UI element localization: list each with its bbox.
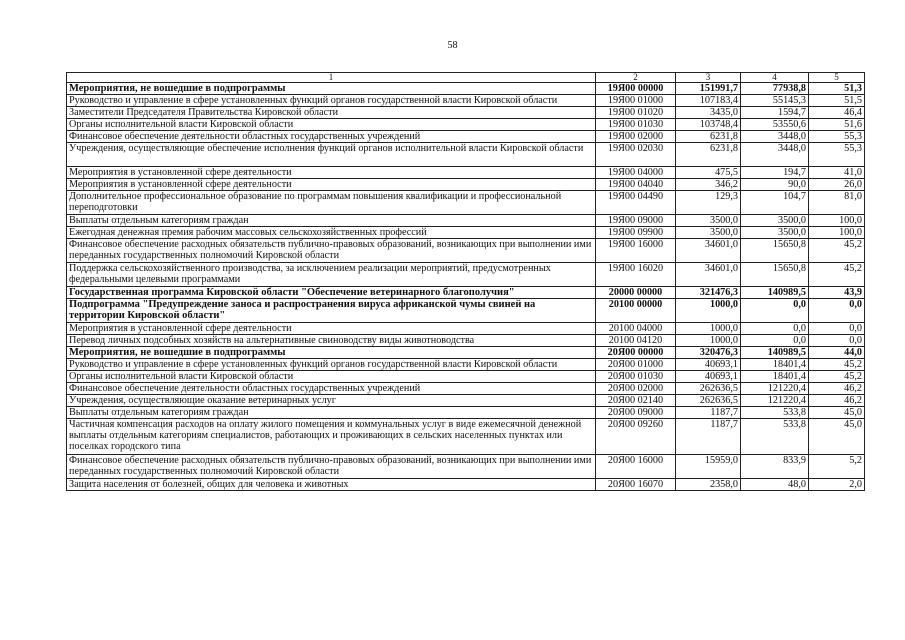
- header-cell-1: 1: [67, 73, 596, 83]
- row-plan: 15959,0: [676, 455, 741, 479]
- row-name: Поддержка сельскохозяйственного производства, за исключением реализации мероприятий, предусмотренных федеральными целевыми программами: [67, 263, 596, 287]
- row-fact: 0,0: [741, 323, 809, 335]
- table-row: [67, 143, 865, 167]
- row-name: Финансовое обеспечение расходных обязательств публично-правовых образований, возникающих при выполнении ими переданных государственных полномочий Кировской области: [67, 455, 596, 479]
- row-fact: 3500,0: [741, 215, 809, 227]
- row-name: Дополнительное профессиональное образование по программам повышения квалификации и профессиональной переподготовки: [67, 191, 596, 215]
- table-row: [67, 179, 865, 191]
- row-name: Органы исполнительной власти Кировской области: [67, 119, 596, 131]
- row-fact: 18401,4: [741, 371, 809, 383]
- row-fact: 0,0: [741, 299, 809, 323]
- row-code: 20100 04000: [596, 323, 676, 335]
- row-name: Руководство и управление в сфере установленных функций органов государственной власти Кировской области: [67, 359, 596, 371]
- table-row: [67, 287, 865, 299]
- row-fact: 833,9: [741, 455, 809, 479]
- row-name: Мероприятия в установленной сфере деятельности: [67, 167, 596, 179]
- row-fact: 140989,5: [741, 287, 809, 299]
- row-name: Финансовое обеспечение деятельности областных государственных учреждений: [67, 383, 596, 395]
- row-code: 20Я00 01000: [596, 359, 676, 371]
- row-code: 19Я00 00000: [596, 83, 676, 95]
- row-name: Учреждения, осуществляющие обеспечение исполнения функций органов исполнительной власти Кировской области: [67, 143, 596, 167]
- row-percent: 43,9: [809, 287, 865, 299]
- row-code: 20100 04120: [596, 335, 676, 347]
- row-percent: 45,2: [809, 371, 865, 383]
- table-row: [67, 83, 865, 95]
- row-percent: 100,0: [809, 227, 865, 239]
- table-row: [67, 299, 865, 323]
- row-plan: 321476,3: [676, 287, 741, 299]
- row-code: 20Я00 02140: [596, 395, 676, 407]
- row-percent: 45,2: [809, 359, 865, 371]
- row-name: Выплаты отдельным категориям граждан: [67, 215, 596, 227]
- row-plan: 1000,0: [676, 299, 741, 323]
- row-plan: 262636,5: [676, 395, 741, 407]
- row-name: Финансовое обеспечение деятельности областных государственных учреждений: [67, 131, 596, 143]
- row-name: Руководство и управление в сфере установленных функций органов государственной власти Кировской области: [67, 95, 596, 107]
- row-percent: 0,0: [809, 323, 865, 335]
- row-plan: 34601,0: [676, 239, 741, 263]
- row-plan: 346,2: [676, 179, 741, 191]
- row-fact: 121220,4: [741, 383, 809, 395]
- row-percent: 51,3: [809, 83, 865, 95]
- table-row: [67, 191, 865, 215]
- row-percent: 0,0: [809, 299, 865, 323]
- row-code: 19Я00 01000: [596, 95, 676, 107]
- table-row: [67, 227, 865, 239]
- row-fact: 18401,4: [741, 359, 809, 371]
- row-percent: 46,2: [809, 395, 865, 407]
- row-code: 19Я00 09900: [596, 227, 676, 239]
- header-cell-3: 3: [676, 73, 741, 83]
- row-name: Перевод личных подсобных хозяйств на альтернативные свиноводству виды животноводства: [67, 335, 596, 347]
- row-percent: 51,6: [809, 119, 865, 131]
- row-name: Органы исполнительной власти Кировской области: [67, 371, 596, 383]
- row-percent: 45,2: [809, 239, 865, 263]
- row-plan: 1000,0: [676, 335, 741, 347]
- row-code: 19Я00 04490: [596, 191, 676, 215]
- row-percent: 55,3: [809, 131, 865, 143]
- row-name: Мероприятия, не вошедшие в подпрограммы: [67, 83, 596, 95]
- row-plan: 3500,0: [676, 215, 741, 227]
- row-code: 19Я00 01030: [596, 119, 676, 131]
- row-code: 19Я00 02030: [596, 143, 676, 167]
- table-row: [67, 107, 865, 119]
- row-code: 19Я00 02000: [596, 131, 676, 143]
- table-row: [67, 455, 865, 479]
- row-plan: 1187,7: [676, 419, 741, 455]
- table-row: [67, 167, 865, 179]
- row-code: 19Я00 04040: [596, 179, 676, 191]
- row-percent: 55,3: [809, 143, 865, 167]
- row-plan: 475,5: [676, 167, 741, 179]
- row-plan: 34601,0: [676, 263, 741, 287]
- table-row: [67, 395, 865, 407]
- row-plan: 6231,8: [676, 131, 741, 143]
- row-plan: 262636,5: [676, 383, 741, 395]
- row-fact: 533,8: [741, 407, 809, 419]
- row-fact: 194,7: [741, 167, 809, 179]
- row-name: Подпрограмма "Предупреждение заноса и распространения вируса африканской чумы свиней на территории Кировской области": [67, 299, 596, 323]
- row-fact: 77938,8: [741, 83, 809, 95]
- table-row: [67, 215, 865, 227]
- row-name: Мероприятия в установленной сфере деятельности: [67, 323, 596, 335]
- row-fact: 90,0: [741, 179, 809, 191]
- row-plan: 40693,1: [676, 359, 741, 371]
- row-plan: 1187,7: [676, 407, 741, 419]
- row-plan: 3500,0: [676, 227, 741, 239]
- row-fact: 1594,7: [741, 107, 809, 119]
- row-percent: 81,0: [809, 191, 865, 215]
- row-fact: 533,8: [741, 419, 809, 455]
- row-fact: 15650,8: [741, 263, 809, 287]
- row-code: 20Я00 16070: [596, 479, 676, 491]
- row-fact: 121220,4: [741, 395, 809, 407]
- row-name: Заместители Председателя Правительства Кировской области: [67, 107, 596, 119]
- row-percent: 41,0: [809, 167, 865, 179]
- row-plan: 1000,0: [676, 323, 741, 335]
- row-code: 20Я00 16000: [596, 455, 676, 479]
- row-name: Государственная программа Кировской области "Обеспечение ветеринарного благополучия": [67, 287, 596, 299]
- table-row: [67, 263, 865, 287]
- row-fact: 0,0: [741, 335, 809, 347]
- row-fact: 3500,0: [741, 227, 809, 239]
- row-code: 20Я00 09000: [596, 407, 676, 419]
- row-percent: 46,4: [809, 107, 865, 119]
- row-percent: 45,2: [809, 263, 865, 287]
- row-percent: 45,0: [809, 407, 865, 419]
- row-plan: 40693,1: [676, 371, 741, 383]
- page-number: 58: [447, 40, 458, 51]
- row-fact: 53550,6: [741, 119, 809, 131]
- row-percent: 44,0: [809, 347, 865, 359]
- budget-table: [66, 72, 865, 491]
- row-fact: 3448,0: [741, 143, 809, 167]
- row-code: 20100 00000: [596, 299, 676, 323]
- row-fact: 55145,3: [741, 95, 809, 107]
- row-fact: 140989,5: [741, 347, 809, 359]
- table-row: [67, 323, 865, 335]
- row-fact: 104,7: [741, 191, 809, 215]
- row-percent: 2,0: [809, 479, 865, 491]
- table-row: [67, 371, 865, 383]
- table-row: [67, 383, 865, 395]
- row-plan: 107183,4: [676, 95, 741, 107]
- row-plan: 2358,0: [676, 479, 741, 491]
- table-header-row: [67, 73, 865, 83]
- row-code: 20Я00 01030: [596, 371, 676, 383]
- row-percent: 0,0: [809, 335, 865, 347]
- row-fact: 3448,0: [741, 131, 809, 143]
- row-fact: 15650,8: [741, 239, 809, 263]
- table-row: [67, 479, 865, 491]
- table-row: [67, 95, 865, 107]
- row-plan: 103748,4: [676, 119, 741, 131]
- row-percent: 100,0: [809, 215, 865, 227]
- row-name: Финансовое обеспечение расходных обязательств публично-правовых образований, возникающих при выполнении ими переданных государственных полномочий Кировской области: [67, 239, 596, 263]
- table-row: [67, 335, 865, 347]
- table-row: [67, 119, 865, 131]
- row-name: Учреждения, осуществляющие оказание ветеринарных услуг: [67, 395, 596, 407]
- row-code: 20Я00 02000: [596, 383, 676, 395]
- header-cell-4: 4: [741, 73, 809, 83]
- row-plan: 6231,8: [676, 143, 741, 167]
- row-code: 19Я00 16000: [596, 239, 676, 263]
- header-cell-5: 5: [809, 73, 865, 83]
- row-name: Мероприятия, не вошедшие в подпрограммы: [67, 347, 596, 359]
- row-code: 19Я00 04000: [596, 167, 676, 179]
- table-row: [67, 407, 865, 419]
- row-percent: 5,2: [809, 455, 865, 479]
- table-row: [67, 239, 865, 263]
- row-percent: 46,2: [809, 383, 865, 395]
- row-name: Защита населения от болезней, общих для человека и животных: [67, 479, 596, 491]
- row-code: 19Я00 16020: [596, 263, 676, 287]
- header-cell-2: 2: [596, 73, 676, 83]
- row-code: 20000 00000: [596, 287, 676, 299]
- row-plan: 129,3: [676, 191, 741, 215]
- table-row: [67, 359, 865, 371]
- row-percent: 45,0: [809, 419, 865, 455]
- row-name: Частичная компенсация расходов на оплату жилого помещения и коммунальных услуг в виде ежемесячной денежной выплаты отдельным категориям специалистов, работающих и проживающих в сельских населенных пунктах или поселках городского типа: [67, 419, 596, 455]
- table-row: [67, 131, 865, 143]
- row-code: 19Я00 01020: [596, 107, 676, 119]
- row-code: 19Я00 09000: [596, 215, 676, 227]
- row-name: Выплаты отдельным категориям граждан: [67, 407, 596, 419]
- row-percent: 51,5: [809, 95, 865, 107]
- row-percent: 26,0: [809, 179, 865, 191]
- row-code: 20Я00 00000: [596, 347, 676, 359]
- row-fact: 48,0: [741, 479, 809, 491]
- row-code: 20Я00 09260: [596, 419, 676, 455]
- row-name: Ежегодная денежная премия рабочим массовых сельскохозяйственных профессий: [67, 227, 596, 239]
- row-plan: 151991,7: [676, 83, 741, 95]
- table-row: [67, 419, 865, 455]
- row-name: Мероприятия в установленной сфере деятельности: [67, 179, 596, 191]
- table-row: [67, 347, 865, 359]
- row-plan: 3435,0: [676, 107, 741, 119]
- row-plan: 320476,3: [676, 347, 741, 359]
